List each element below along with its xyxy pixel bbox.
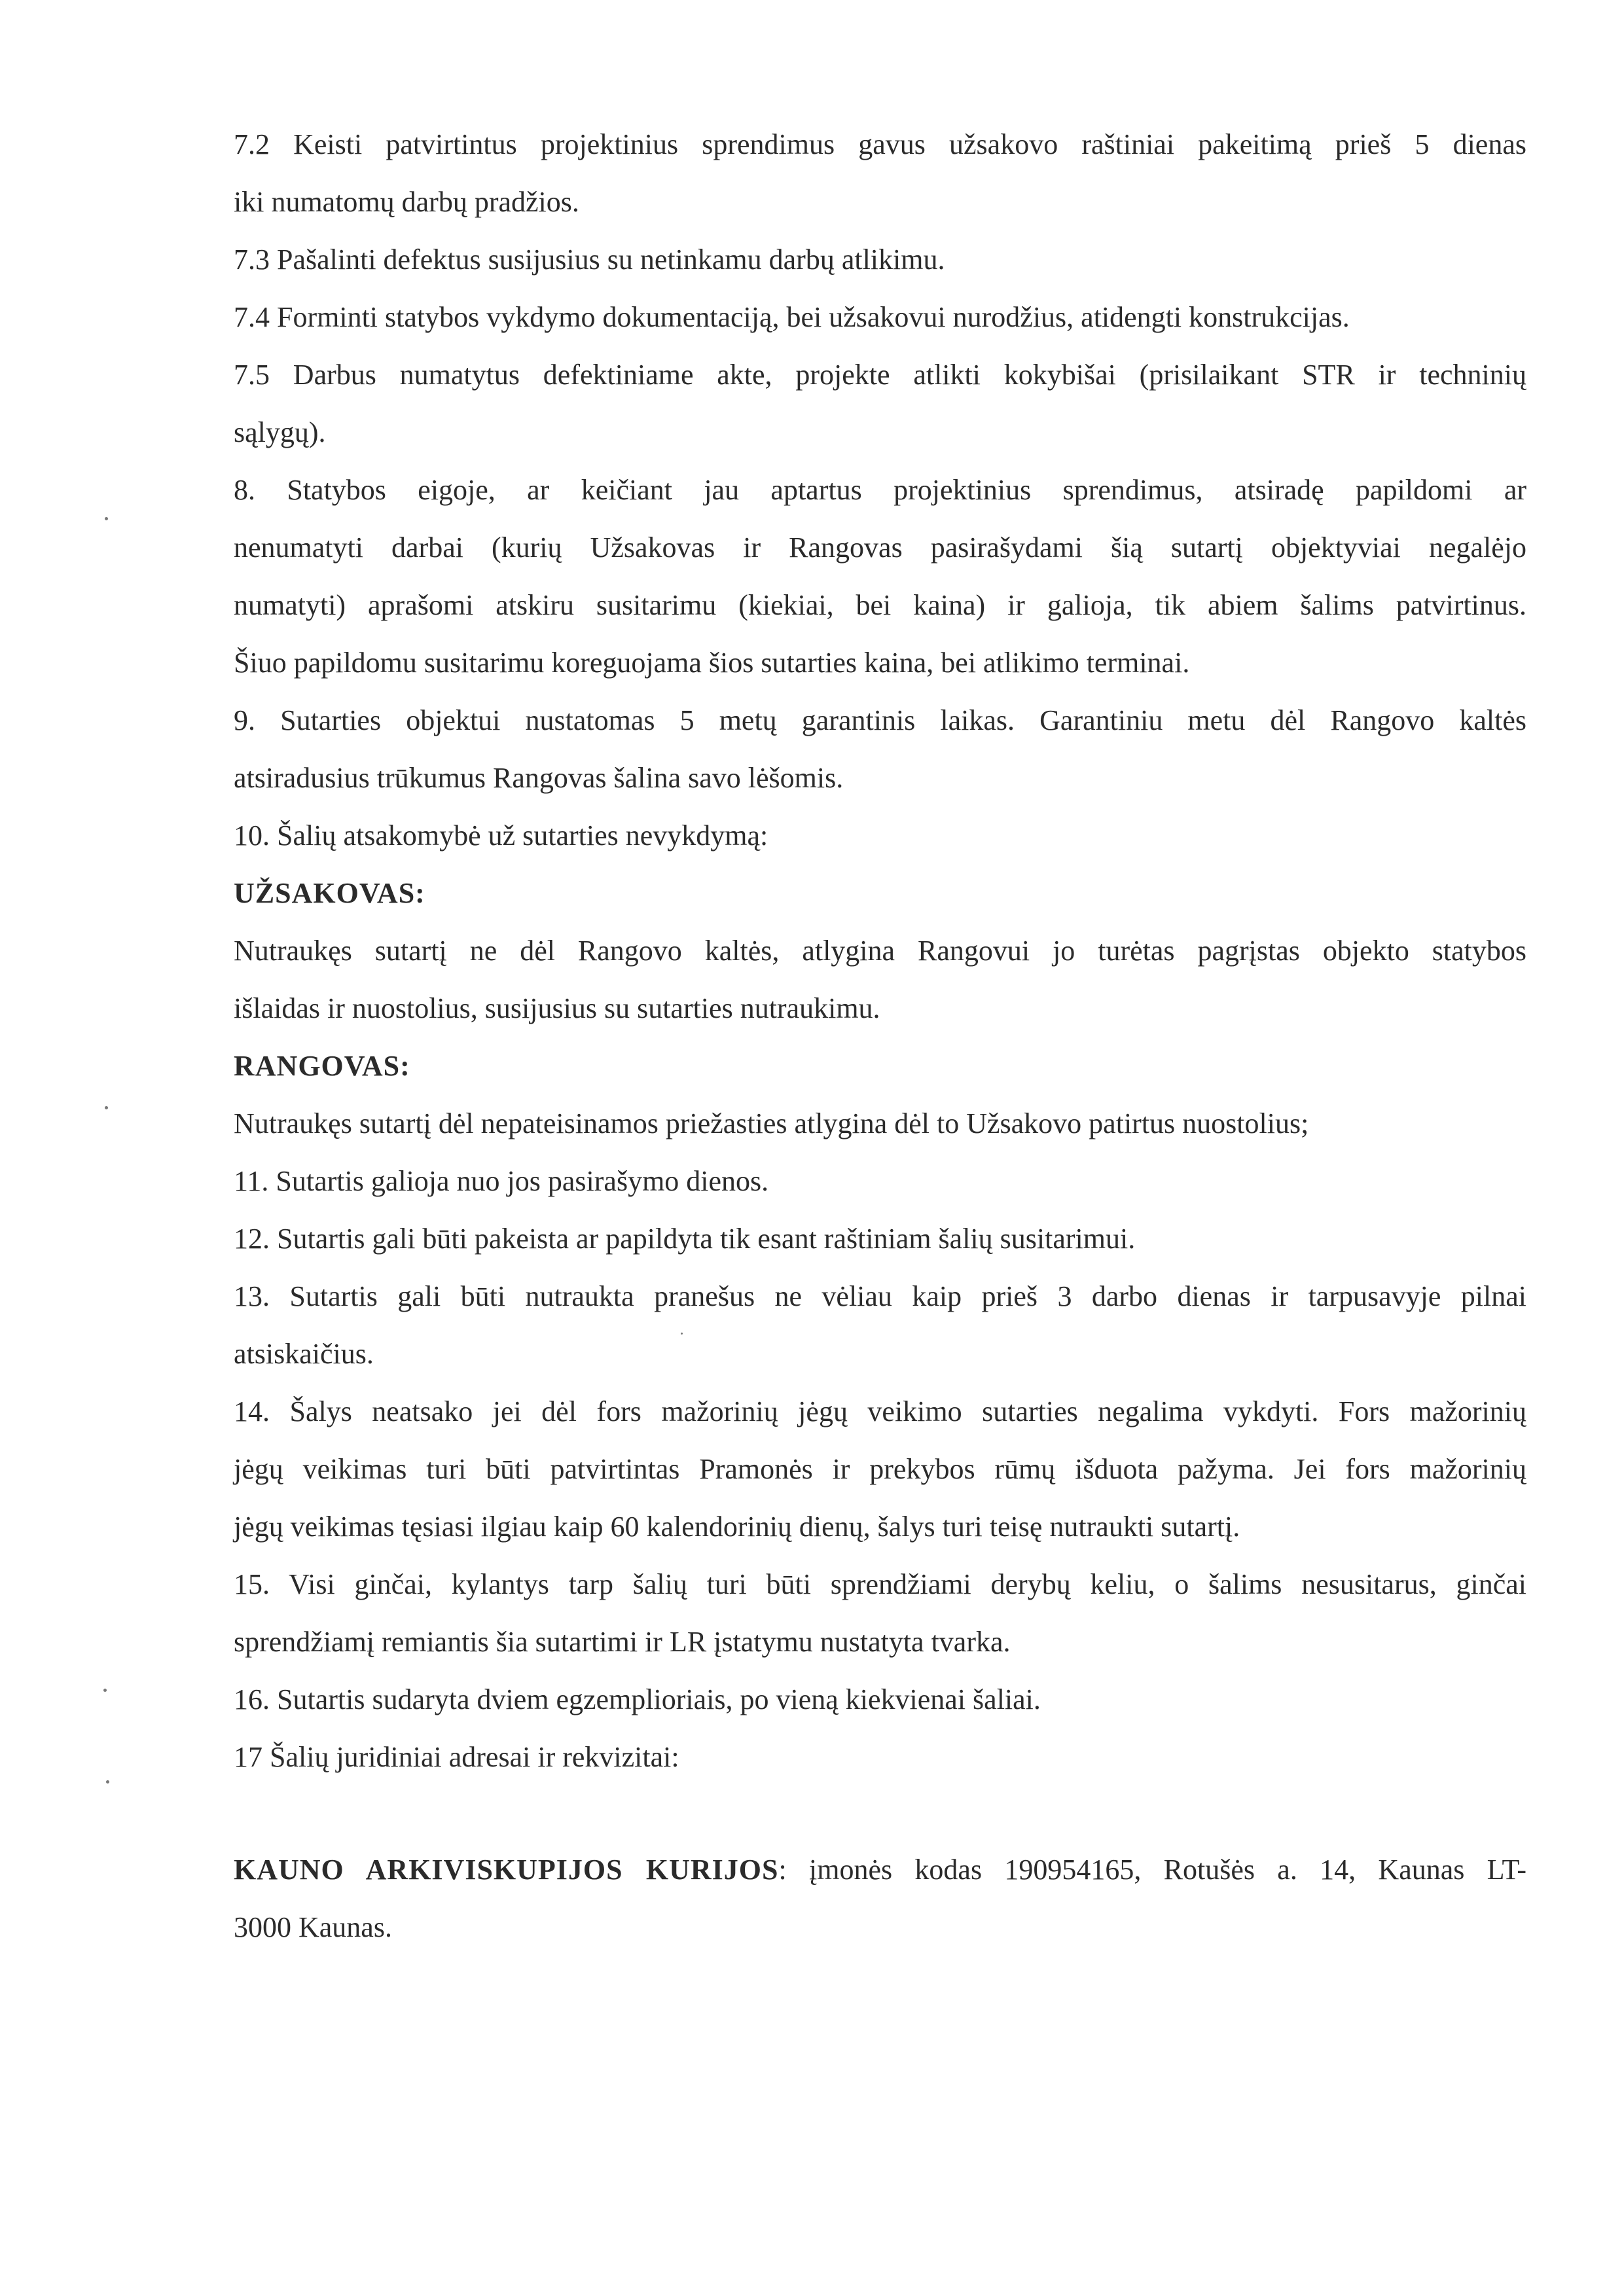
clause-14-line-3: jėgų veikimas tęsiasi ilgiau kaip 60 kalendorinių dienų, šalys turi teisę nutraukti sutartį. [234,1511,1240,1543]
clause-7-4: 7.4 Forminti statybos vykdymo dokumentaciją, bei užsakovui nurodžius, atidengti konstrukcijas. [234,301,1350,333]
rangovas-line-1: Nutraukęs sutartį dėl nepateisinamos priežasties atlygina dėl to Užsakovo patirtus nuostolius; [234,1107,1309,1139]
clause-10: 10. Šalių atsakomybė už sutarties nevykdymą: [234,819,768,852]
clause-14-line-2: jėgų veikimas turi būti patvirtintas Pramonės ir prekybos rūmų išduota pažyma. Jei fors mažorinių [234,1453,1526,1485]
heading-rangovas: RANGOVAS: [234,1050,410,1082]
document-body [234,128,1526,1969]
scan-speck [105,1106,108,1109]
clause-7-2-line-2: iki numatomų darbų pradžios. [234,186,579,218]
clause-13-line-1: 13. Sutartis gali būti nutraukta pranešus ne vėliau kaip prieš 3 darbo dienas ir tarpusavyje pilnai [234,1280,1526,1312]
clause-8-line-4: Šiuo papildomu susitarimu koreguojama šios sutarties kaina, bei atlikimo terminai. [234,647,1190,679]
requisites-line-2: 3000 Kaunas. [234,1911,392,1943]
clause-8-line-1: 8. Statybos eigoje, ar keičiant jau aptartus projektinius sprendimus, atsiradę papildomi ar [234,474,1526,506]
requisites-details: : įmonės kodas 190954165, Rotušės a. 14, Kaunas LT- [778,1854,1527,1886]
clause-16: 16. Sutartis sudaryta dviem egzemplioriais, po vieną kiekvienai šaliai. [234,1683,1041,1715]
uzsakovas-line-2: išlaidas ir nuostolius, susijusius su sutarties nutraukimu. [234,992,880,1024]
clause-13-line-2: atsiskaičius. [234,1338,374,1370]
clause-15-line-1: 15. Visi ginčai, kylantys tarp šalių turi būti sprendžiami derybų keliu, o šalims nesusitarus, ginčai [234,1568,1526,1600]
scan-speck [106,1780,109,1784]
heading-uzsakovas: UŽSAKOVAS: [234,877,425,909]
clause-14-line-1: 14. Šalys neatsako jei dėl fors mažorinių jėgų veikimo sutarties negalima vykdyti. Fors mažorinių [234,1395,1526,1427]
clause-9-line-1: 9. Sutarties objektui nustatomas 5 metų garantinis laikas. Garantiniu metu dėl Rangovo kaltės [234,704,1526,736]
clause-9-line-2: atsiradusius trūkumus Rangovas šalina savo lėšomis. [234,762,844,794]
clause-11: 11. Sutartis galioja nuo jos pasirašymo dienos. [234,1165,769,1197]
clause-7-2-line-1: 7.2 Keisti patvirtintus projektinius sprendimus gavus užsakovo raštiniai pakeitimą prieš 5 dienas [234,128,1526,160]
spacer [234,1799,1526,1854]
clause-12: 12. Sutartis gali būti pakeista ar papildyta tik esant raštiniam šalių susitarimui. [234,1223,1136,1255]
requisites-line-1 [234,1854,1526,1886]
clause-7-5-line-1: 7.5 Darbus numatytus defektiniame akte, projekte atlikti kokybišai (prisilaikant STR ir techninių [234,359,1526,391]
clause-8-line-2: nenumatyti darbai (kurių Užsakovas ir Rangovas pasirašydami šią sutartį objektyviai negalėjo [234,531,1526,564]
scan-speck [103,1689,107,1692]
clause-7-3: 7.3 Pašalinti defektus susijusius su netinkamu darbų atlikimu. [234,243,945,276]
scan-speck [105,517,108,520]
clause-7-5-line-2: sąlygų). [234,416,326,448]
clause-8-line-3: numatyti) aprašomi atskiru susitarimu (kiekiai, bei kaina) ir galioja, tik abiem šalims patvirtinus. [234,589,1526,621]
clause-15-line-2: sprendžiamį remiantis šia sutartimi ir LR įstatymu nustatyta tvarka. [234,1626,1011,1658]
clause-17: 17 Šalių juridiniai adresai ir rekvizitai: [234,1741,679,1773]
uzsakovas-line-1: Nutraukęs sutartį ne dėl Rangovo kaltės, atlygina Rangovui jo turėtas pagrįstas objekto statybos [234,935,1526,967]
requisites-name: KAUNO ARKIVISKUPIJOS KURIJOS [234,1854,779,1886]
